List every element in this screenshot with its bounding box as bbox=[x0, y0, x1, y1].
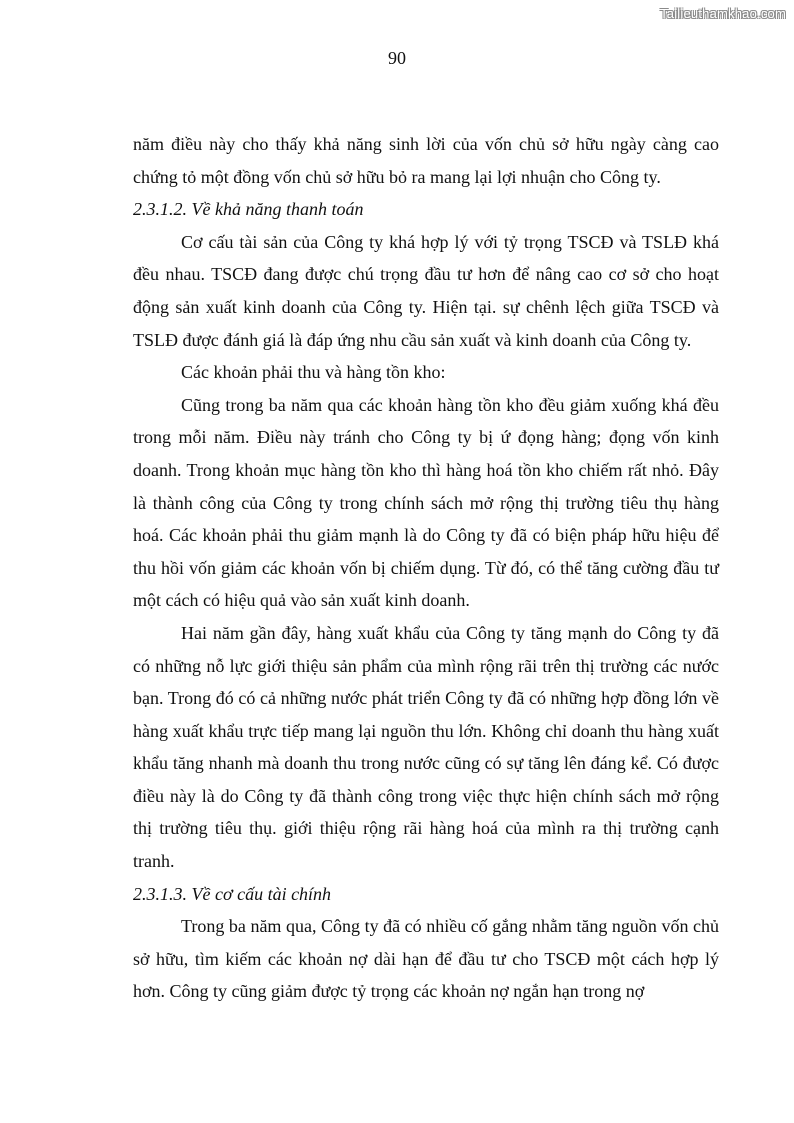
document-body bbox=[133, 128, 719, 1008]
paragraph-inventory: Cũng trong ba năm qua các khoản hàng tồn kho đều giảm xuống khá đều trong mỗi năm. Điều này tránh cho Công ty bị ứ đọng hàng; đọng vốn kinh doanh. Trong khoản mục hàng tồn kho thì hàng hoá tồn kho chiếm rất nhỏ. Đây là thành công của Công ty trong chính sách mở rộng thị trường tiêu thụ hàng hoá. Các khoản phải thu giảm mạnh là do Công ty đã có biện pháp hữu hiệu để thu hồi vốn giảm các khoản vốn bị chiếm dụng. Từ đó, có thể tăng cường đầu tư một cách có hiệu quả vào sản xuất kinh doanh. bbox=[133, 394, 719, 611]
paragraph-asset-structure: Cơ cấu tài sản của Công ty khá hợp lý với tỷ trọng TSCĐ và TSLĐ khá đều nhau. TSCĐ đang được chú trọng đầu tư hơn để nâng cao cơ sở cho hoạt động sản xuất kinh doanh của Công ty. Hiện tại. sự chênh lệch giữa TSCĐ và TSLĐ được đánh giá là đáp ứng nhu cầu sản xuất và kinh doanh của Công ty. bbox=[133, 231, 719, 350]
watermark-text: Tailieuthamkhao.com bbox=[660, 6, 786, 21]
section-heading-2-3-1-3: 2.3.1.3. Về cơ cấu tài chính bbox=[133, 883, 332, 904]
paragraph-exports: Hai năm gần đây, hàng xuất khẩu của Công ty tăng mạnh do Công ty đã có những nỗ lực giới thiệu sản phẩm của mình rộng rãi trên thị trường các nước bạn. Trong đó có cả những nước phát triển Công ty đã có những hợp đồng lớn về hàng xuất khẩu trực tiếp mang lại nguồn thu lớn. Không chỉ doanh thu hàng xuất khẩu tăng nhanh mà doanh thu trong nước cũng có sự tăng lên đáng kể. Có được điều này là do Công ty đã thành công trong việc thực hiện chính sách mở rộng thị trường tiêu thụ. giới thiệu rộng rãi hàng hoá của mình ra thị trường cạnh tranh. bbox=[133, 622, 719, 872]
paragraph-receivables-label: Các khoản phải thu và hàng tồn kho: bbox=[181, 362, 446, 383]
paragraph-financial-structure: Trong ba năm qua, Công ty đã có nhiều cố gắng nhằm tăng nguồn vốn chủ sở hữu, tìm kiếm các khoản nợ dài hạn để đầu tư cho TSCĐ một cách hợp lý hơn. Công ty cũng giảm được tỷ trọng các khoản nợ ngắn hạn trong nợ bbox=[133, 916, 719, 1002]
page-number: 90 bbox=[388, 48, 406, 68]
paragraph-continuation: năm điều này cho thấy khả năng sinh lời của vốn chủ sở hữu ngày càng cao chứng tỏ một đồng vốn chủ sở hữu bỏ ra mang lại lợi nhuận cho Công ty. bbox=[133, 134, 719, 187]
section-heading-2-3-1-2: 2.3.1.2. Về khả năng thanh toán bbox=[133, 199, 364, 220]
